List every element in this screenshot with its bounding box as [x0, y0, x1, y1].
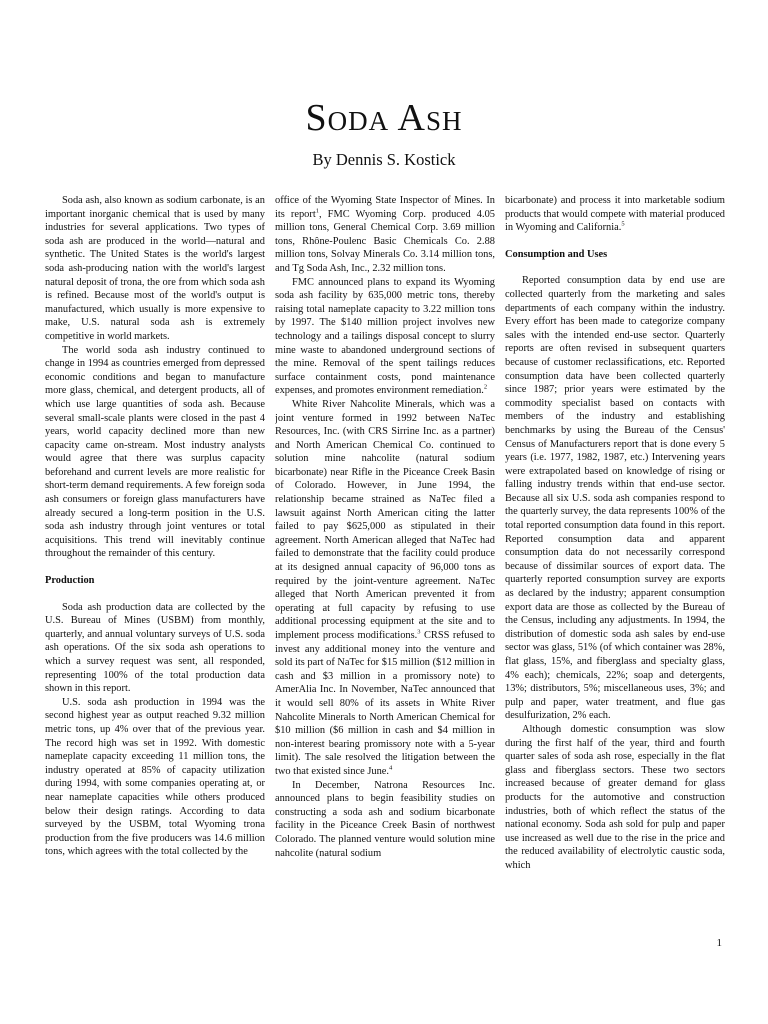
text-segment: office of the Wyoming State Inspector of Mines. In its report — [275, 195, 495, 220]
production-data-paragraph: Soda ash production data are collected by the U.S. Bureau of Mines (USBM) from monthly, quarterly, and annual voluntary surveys of U.S. soda ash operations. Of the six soda ash operations to which a survey request was sent, all responded, representing 100% of the total production data shown in this report. — [45, 601, 265, 695]
consumption-heading: Consumption and Uses — [505, 248, 608, 260]
text-segment: bicarbonate) and process it into marketable sodium products that would compete with material produced in Wyoming and California. — [505, 195, 725, 234]
text-segment: FMC announced plans to expand its Wyoming soda ash facility by 635,000 metric tons, thereby raising total nameplate capacity to 3.22 million tons by 1997. The $140 million project involves new technology and a tailings disposal concept to slurry mine waste to abandoned underground sections of the mine. Removal of the spent tailings reduces surface containment costs, pond maintenance expenses, and promotes environment remediation. — [275, 276, 495, 397]
wyoming-report-paragraph — [275, 194, 495, 276]
document-title: Soda Ash — [305, 97, 463, 139]
author-byline: By Dennis S. Kostick — [312, 150, 456, 169]
article-body — [45, 194, 725, 964]
world-industry-paragraph: The world soda ash industry continued to change in 1994 as countries emerged from depressed economic conditions and began to manufacture more glass, chemical, and detergent products, all of which use large quantities of soda ash. Because several small-scale plants were closed in the past 4 years, world capacity declined more than new capacity came on-stream. Most industry analysts would agree that there was surplus capacity beforehand and current levels are more realistic for short-term demand requirements. A few foreign soda ash consumers or foreign glass manufacturers have already secured a long-term position in the U.S. soda ash industry through joint ventures or total acquisitions. This trend will inevitably continue throughout the remainder of this century. — [45, 344, 265, 560]
footnote-ref-3: 3 — [417, 628, 421, 636]
footnote-ref-4: 4 — [388, 764, 393, 772]
column-2 — [275, 194, 495, 964]
production-output-paragraph: U.S. soda ash production in 1994 was the second highest year as output reached 9.32 million metric tons, up 4% over that of the previous year. The record high was set in 1992. With domestic nameplate capacity exceeding 11 million tons, the industry operated at 85% of capacity utilization during 1994, with some companies operating at, or near nameplate capacities while others produced below their design ratings. According to data surveyed by the USBM, total Wyoming trona production from the five producers was 14.6 million tons, which agrees with the total collected by the — [45, 696, 265, 858]
page-number: 1 — [716, 937, 722, 949]
footnote-ref-2: 2 — [483, 383, 488, 391]
column-3 — [505, 194, 725, 964]
text-segment: , FMC Wyoming Corp. produced 4.05 million tons, General Chemical Corp. 3.69 million tons, Rhône-Poulenc Basic Chemicals Co. 2.88 million tons, Solvay Minerals Co. 3.14 million tons, and Tg Soda Ash, Inc., 2.32 million tons. — [275, 208, 495, 274]
column-1 — [45, 194, 265, 964]
consumption-data-paragraph: Reported consumption data by end use are collected quarterly from the marketing and sales departments of each company within the industry. Every effort has been made to categorize company sales with the intended end-use sector. Quarterly reports are often revised in subsequent quarters because of customer reclassifications, etc. Reported consumption data have been collected quarterly since 1987; prior years were estimated by the commodity specialist based on contacts with members of the industry and establishing benchmarks by using the Bureau of the Census' Census of Manufacturers report that is done every 5 years (i.e. 1977, 1982, 1987, etc.) Intervening years were extrapolated based on knowledge of rising or falling industry trends within that end-use sector. Because all six U.S. soda ash companies respond to the quarterly survey, the data represents 100% of the total reported consumption data found in this report. Reported consumption data and apparent consumption data do not necessarily correspond because of dissimilar sources of export data. The quarterly reported consumption survey are exports as declared by the industry; apparent consumption export data are those as collected by the Bureau of the Census, including any adjustments. In 1994, the distribution of domestic soda ash sales by end-use sector was glass, 51% (of which container was 28%, flat glass, 15%, and fiberglass and specialty glass, 4% each); chemicals, 22%; soap and detergents, 13%; distributors, 5%; miscellaneous uses, 3%; and pulp and paper, water treatment, and flue gas desulfurization, 2% each. — [505, 275, 725, 722]
production-heading: Production — [45, 575, 95, 587]
white-river-paragraph — [275, 398, 495, 779]
natrona-paragraph: In December, Natrona Resources Inc. announced plans to begin feasibility studies on constructing a soda ash and sodium bicarbonate facility in the Piceance Creek Basin of northwest Colorado. The planned venture would solution mine nahcolite (natural sodium — [275, 779, 495, 859]
footnote-ref-1: 1 — [315, 207, 319, 215]
footnote-ref-5: 5 — [621, 220, 625, 228]
text-segment: CRSS refused to invest any additional money into the venture and sold its part of NaTec for $15 million ($12 million in cash and $3 million in a promissory note) to AmerAlia Inc. In November, NaTec announced that it would sell 80% of its assets in White River Nahcolite Minerals to North American Chemical for $10 million ($6 million in cash and $4 million in non-interest bearing promissory note with a 5-year limit). The sale resolved the litigation between the two that existed since June. — [275, 630, 495, 777]
nahcolite-continuation-paragraph — [505, 194, 725, 235]
text-segment: White River Nahcolite Minerals, which was a joint venture formed in 1992 between NaTec Resources, Inc. (with CRS Sirrine Inc. as a partner) and North American Chemical Co. continued to solution mine nahcolite (natural sodium bicarbonate) near Rifle in the Piceance Creek Basin of Colorado. However, in June 1994, the relationship became strained as NaTec filed a lawsuit against North American citing the latter failed to pay $625,000 as stipulated in their agreement. North American alleged that NaTec had failed to demonstrate that the facility could produce at its designed annual capacity of 96,000 tons as required by the joint-venture agreement. NaTec alleged that North American prevented it from operating at full capacity by refusing to use additional processing equipment at the site and to implement process modifications. — [275, 398, 495, 641]
fmc-expansion-paragraph — [275, 276, 495, 398]
domestic-consumption-paragraph: Although domestic consumption was slow during the first half of the year, third and fourth quarter sales of soda ash rose, especially in the flat glass and fiberglass sectors. These two sectors increased because of greater demand for glass products for the automotive and construction industries, both of which reflect the status of the national economy. Soda ash sold for pulp and paper use increased as well due to the rise in the price and the reduced availability of electrolytic caustic soda, which — [505, 723, 725, 871]
intro-paragraph: Soda ash, also known as sodium carbonate, is an important inorganic chemical that is used by many industries for several applications. Two types of soda ash are produced in the world—natural and synthetic. The United States is the world's largest soda ash-producing nation with the world's largest natural deposit of trona, the ore from which soda ash is refined. Because most of the world's output is manufactured, which usually is more expensive to make, U.S. natural soda ash is extremely competitive in world markets. — [45, 195, 265, 342]
